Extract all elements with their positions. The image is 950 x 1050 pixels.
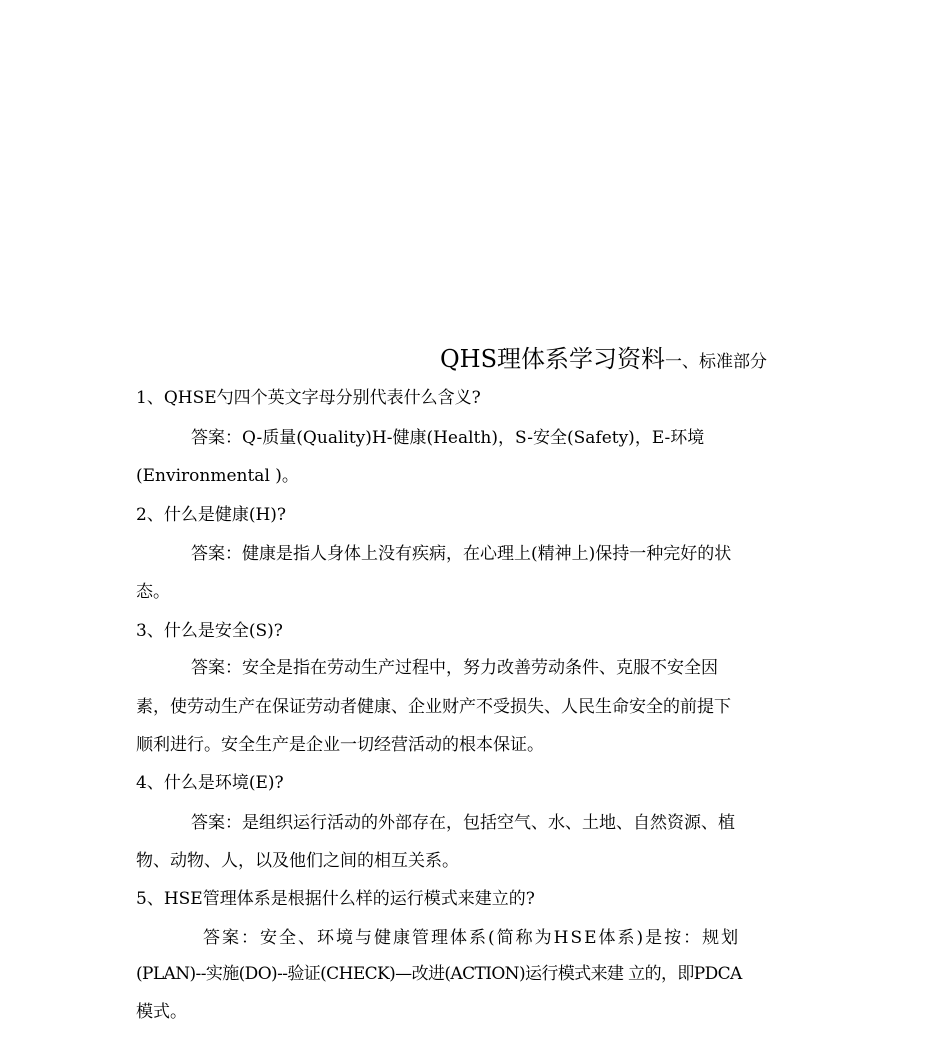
title-section: 一、标准部分 [665, 352, 768, 372]
answer-2-line-2: 态。 [136, 582, 170, 602]
answer-5-line-3: 模式。 [136, 1002, 187, 1022]
document-title [440, 340, 830, 381]
question-4: 4、什么是环境(E)? [136, 773, 284, 793]
question-3: 3、什么是安全(S)? [136, 621, 283, 641]
answer-4-line-1: 答案：是组织运行活动的外部存在，包括空气、水、土地、自然资源、植 [191, 813, 735, 833]
answer-5-line-1: 答案：安全、环境与健康管理体系(简称为HSE体系)是按：规划 [203, 928, 741, 948]
answer-2-line-1: 答案：健康是指人身体上没有疾病，在心理上(精神上)保持一种完好的状 [191, 544, 732, 564]
question-1: 1、QHSE勺四个英文字母分别代表什么含义? [136, 388, 481, 408]
title-main: QHS理体系学习资料 [440, 345, 666, 373]
answer-5-line-2: (PLAN)--实施(DO)--验证(CHECK)—改进(ACTION)运行模式来建 立的，即PDCA [136, 964, 742, 984]
answer-3-line-3: 顺利进行。安全生产是企业一切经营活动的根本保证。 [136, 735, 544, 755]
question-5: 5、HSE管理体系是根据什么样的运行模式来建立的? [136, 889, 535, 909]
answer-4-line-2: 物、动物、人，以及他们之间的相互关系。 [136, 851, 459, 871]
answer-3-line-1: 答案：安全是指在劳动生产过程中，努力改善劳动条件、克服不安全因 [191, 658, 718, 678]
question-2: 2、什么是健康(H)? [136, 505, 287, 525]
answer-1-line-1: 答案：Q-质量(Quality)H-健康(Health)，S-安全(Safety)，E-环境 [191, 428, 705, 448]
answer-3-line-2: 素，使劳动生产在保证劳动者健康、企业财产不受损失、人民生命安全的前提下 [136, 697, 731, 717]
answer-1-line-2: (Environmental )。 [136, 466, 299, 486]
